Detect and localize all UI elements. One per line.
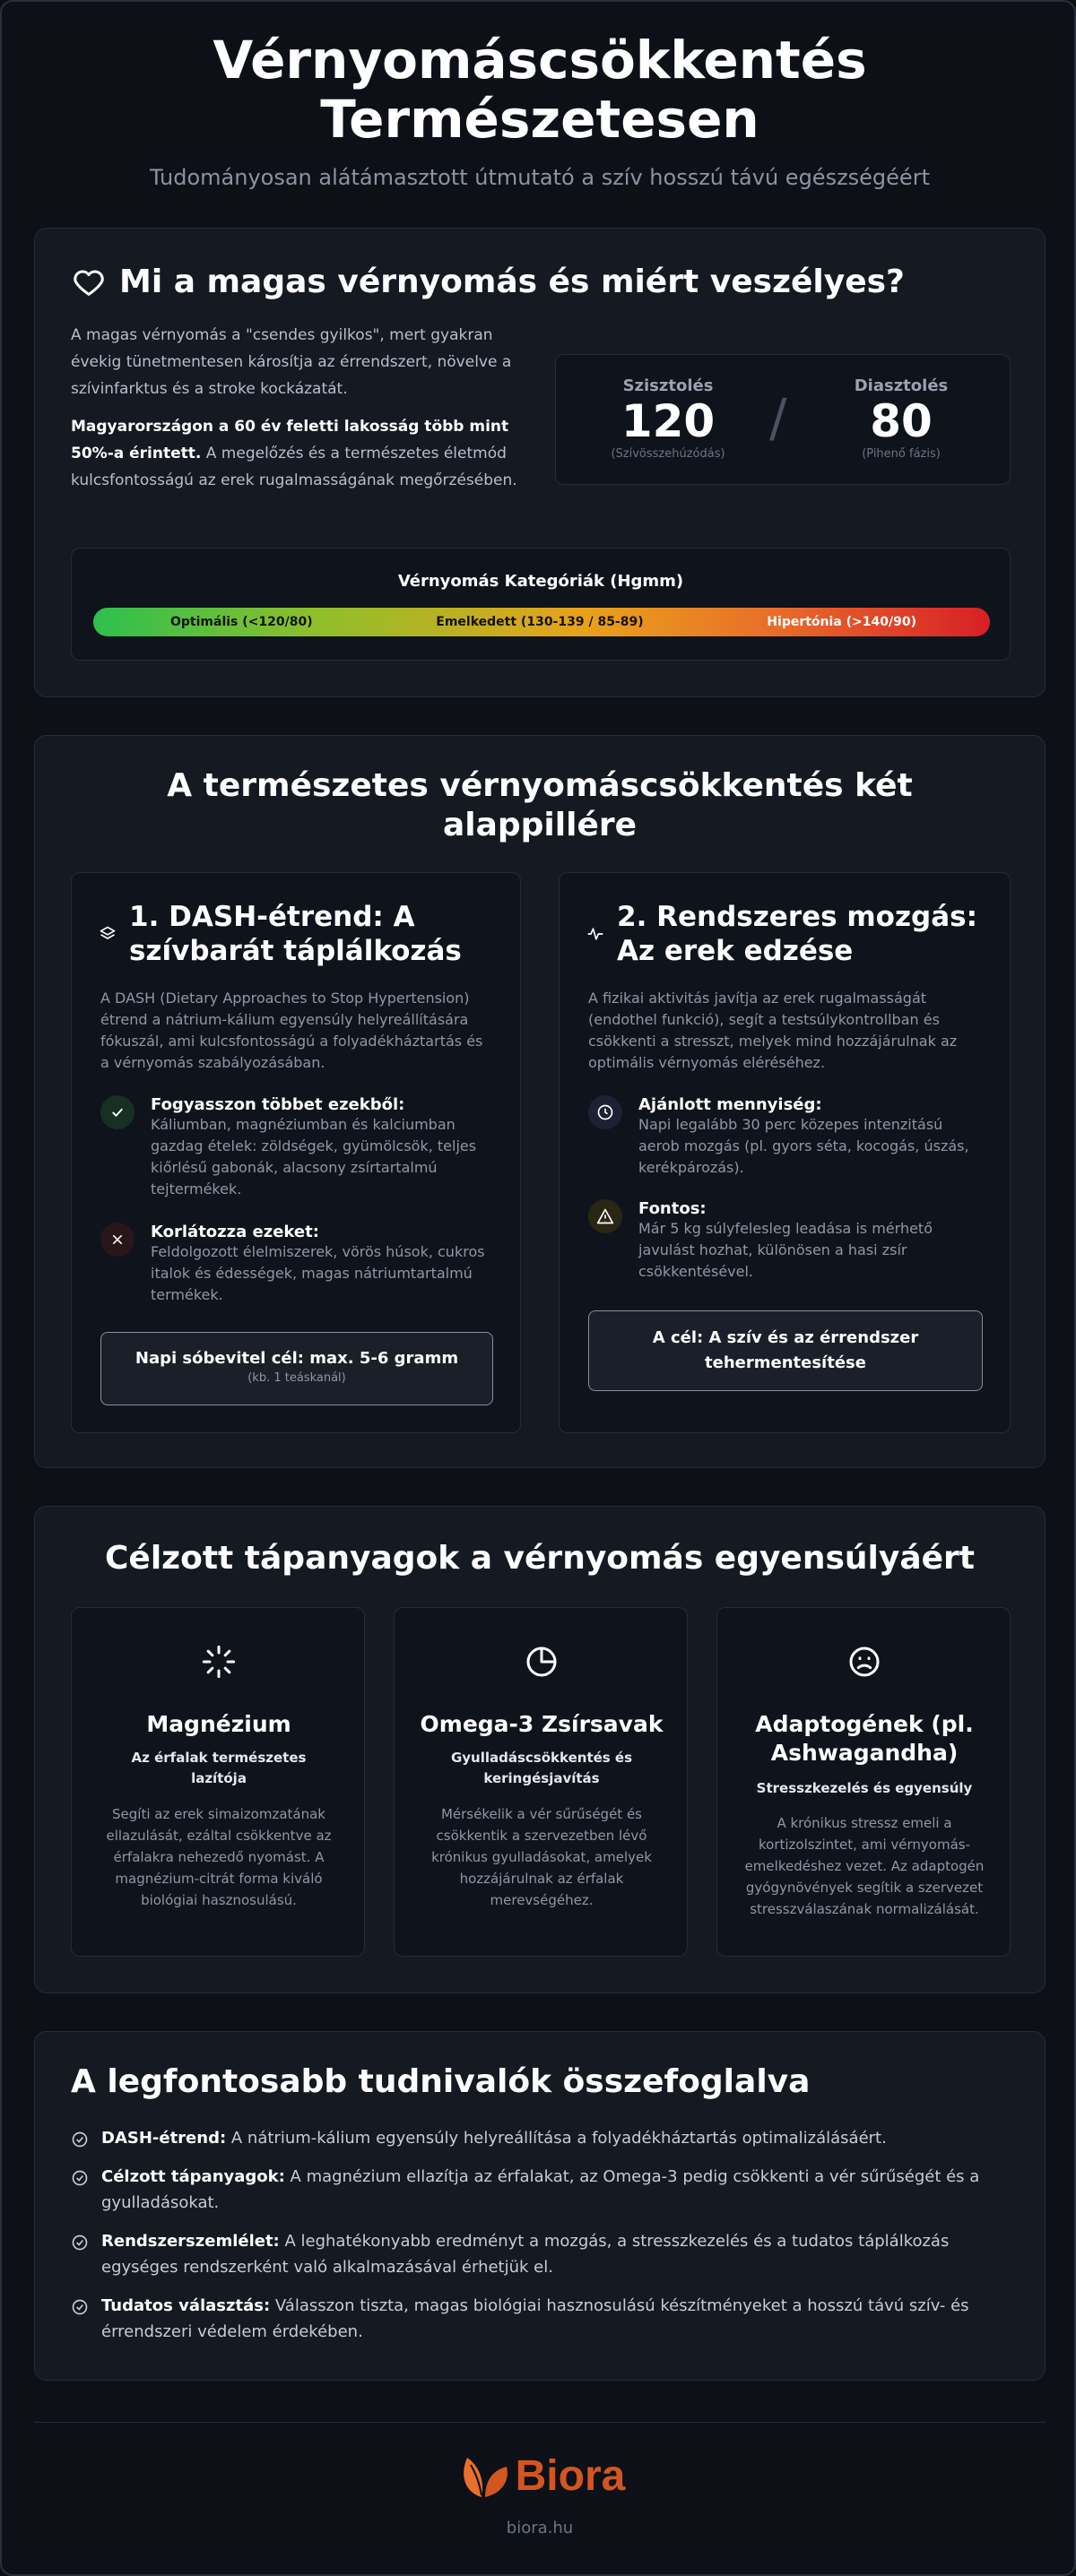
systolic-label: Szisztolés bbox=[622, 376, 714, 395]
brand-logo[interactable] bbox=[455, 2447, 626, 2504]
section-summary bbox=[34, 2031, 1046, 2381]
nutrient-text: A krónikus stressz emeli a kortizolszintet, ami vérnyomás-emelkedéshez vezet. Az adaptogén gyógynövények segítik a szervezet stresszválaszának normalizálását. bbox=[744, 1815, 985, 1917]
list-item bbox=[100, 1095, 495, 1200]
heart-icon bbox=[71, 264, 107, 300]
warning-icon bbox=[588, 1199, 622, 1233]
pillar-intro: A fizikai aktivitás javítja az erek rugalmasságát (endothel funkció), segít a testsúlykontrollban és csökkenti a stresszt, melyek mind hozzájárulnak az optimális vérnyomás eléréséhez. bbox=[588, 990, 958, 1071]
categories-title: Vérnyomás Kategóriák (Hgmm) bbox=[397, 572, 684, 591]
list-item-title: Fontos: bbox=[638, 1199, 707, 1218]
goal-box bbox=[588, 1310, 983, 1391]
nutrient-card-omega3 bbox=[394, 1607, 688, 1957]
nutrient-name: Adaptogének (pl. Ashwagandha) bbox=[755, 1711, 974, 1766]
footer bbox=[2, 2447, 1076, 2537]
footer-divider bbox=[34, 2422, 1046, 2423]
pillar-intro: A DASH (Dietary Approaches to Stop Hypertension) étrend a nátrium-kálium egyensúly helyreállítására fókuszál, ami kulcsfontosságú a folyadékháztartás és a vérnyomás szabályozásában. bbox=[100, 990, 483, 1071]
section-pillars bbox=[34, 735, 1046, 1468]
page-subtitle: Tudományosan alátámasztott útmutató a szív hosszú távú egészségéért bbox=[150, 165, 930, 190]
check-circle-icon bbox=[71, 2234, 89, 2280]
intro-paragraph-2: Magyarországon a 60 év feletti lakosság több mint 50%-a érintett. A megelőzés és a természetes életmód kulcsfontosságú az erek rugalmasságának megőrzésében. bbox=[71, 418, 517, 489]
salt-goal-box bbox=[100, 1332, 493, 1405]
check-circle-icon bbox=[71, 2131, 89, 2151]
list-item bbox=[588, 1199, 983, 1283]
brand-name: Biora bbox=[515, 2451, 626, 2500]
leaf-logo-icon bbox=[455, 2447, 512, 2504]
hero bbox=[2, 30, 1076, 190]
nutrient-card-adaptogens bbox=[716, 1607, 1011, 1957]
pillar-header bbox=[99, 900, 462, 968]
diastolic-value: 80 bbox=[870, 395, 933, 447]
nutrient-text: Segíti az erek simaizomzatának ellazulását, ezáltal csökkentve az érfalakra nehezedő nyomást. A magnézium-citrát forma kiváló biológiai hasznosulású. bbox=[106, 1806, 332, 1908]
pillar-exercise bbox=[559, 872, 1011, 1433]
list-item bbox=[100, 1223, 495, 1306]
frown-icon bbox=[846, 1644, 882, 1680]
nutrient-name: Omega-3 Zsírsavak bbox=[420, 1711, 664, 1737]
pillar-title: 1. DASH-étrend: A szívbarát táplálkozás bbox=[129, 901, 462, 967]
layers-icon bbox=[99, 925, 117, 943]
list-item-title: Fogyasszon többet ezekből: bbox=[151, 1095, 405, 1114]
nutrient-subtitle: Stresszkezelés és egyensúly bbox=[756, 1780, 973, 1796]
page-title: Vérnyomáscsökkentés Természetesen bbox=[213, 30, 867, 150]
check-circle-icon bbox=[71, 2169, 89, 2216]
intro-text bbox=[71, 322, 537, 494]
bp-reading-box bbox=[555, 354, 1011, 485]
salt-goal-note: (kb. 1 teáskanál) bbox=[247, 1371, 346, 1385]
bp-categories-box bbox=[71, 548, 1011, 661]
summary-item: Tudatos választás: Válasszon tiszta, magas biológiai hasznosulású készítményeket a hosszú távú szív- és érrendszeri védelem érdekében. bbox=[71, 2293, 1012, 2345]
pillar-title: 2. Rendszeres mozgás: Az erek edzése bbox=[617, 901, 977, 967]
section-hypertension bbox=[34, 228, 1046, 697]
diastolic-label: Diasztolés bbox=[854, 376, 949, 395]
section-title: A természetes vérnyomáscsökkentés két alappillére bbox=[167, 767, 913, 843]
nutrient-subtitle: Gyulladáscsökkentés és keringésjavítás bbox=[450, 1750, 633, 1786]
pillar-dash-diet bbox=[71, 872, 521, 1433]
list-item-text: Feldolgozott élelmiszerek, vörös húsok, cukros italok és édességek, magas nátriumtartalmú termékek. bbox=[151, 1243, 485, 1303]
diastolic-block bbox=[816, 376, 986, 461]
goal-title: A cél: A szív és az érrendszer tehermentesítése bbox=[652, 1328, 919, 1372]
list-item-title: Korlátozza ezeket: bbox=[151, 1223, 319, 1241]
nutrient-card-magnesium bbox=[71, 1607, 365, 1957]
category-optimal: Optimális (<120/80) bbox=[170, 615, 313, 629]
bp-separator: / bbox=[769, 387, 787, 448]
list-item-title: Ajánlott mennyiség: bbox=[638, 1095, 822, 1114]
list-item bbox=[588, 1095, 983, 1179]
systolic-block bbox=[583, 376, 753, 461]
section-title: A legfontosabb tudnivalók összefoglalva bbox=[71, 2063, 811, 2100]
summary-item: Célzott tápanyagok: A magnézium ellazítja az érfalakat, az Omega-3 pedig csökkenti a vér sűrűségét és a gyulladásokat. bbox=[71, 2164, 1012, 2216]
section-header bbox=[71, 263, 905, 302]
systolic-note: (Szívösszehúzódás) bbox=[611, 447, 725, 461]
section-nutrients bbox=[34, 1506, 1046, 1993]
x-icon bbox=[100, 1223, 134, 1257]
loader-icon bbox=[201, 1644, 237, 1680]
check-circle-icon bbox=[71, 2298, 89, 2345]
section-title: Mi a magas vérnyomás és miért veszélyes? bbox=[119, 264, 905, 300]
category-hypertension: Hipertónia (>140/90) bbox=[767, 615, 916, 629]
salt-goal-title: Napi sóbevitel cél: max. 5-6 gramm bbox=[134, 1349, 459, 1368]
check-icon bbox=[100, 1095, 134, 1129]
category-elevated: Emelkedett (130-139 / 85-89) bbox=[436, 615, 644, 629]
clock-icon bbox=[588, 1095, 622, 1129]
pillar-header bbox=[586, 900, 977, 968]
pie-chart-icon bbox=[524, 1644, 560, 1680]
nutrient-subtitle: Az érfalak természetes lazítója bbox=[131, 1750, 307, 1786]
nutrient-name: Magnézium bbox=[146, 1711, 291, 1737]
diastolic-note: (Pihenő fázis) bbox=[862, 447, 941, 461]
section-title: Célzott tápanyagok a vérnyomás egyensúlyáért bbox=[104, 1540, 976, 1577]
activity-icon bbox=[586, 925, 604, 943]
systolic-value: 120 bbox=[620, 395, 716, 447]
intro-paragraph-1: A magas vérnyomás a "csendes gyilkos", mert gyakran évekig tünetmentesen károsítja az érrendszert, növelve a szívinfarktus és a stroke kockázatát. bbox=[71, 326, 512, 398]
bp-category-bar bbox=[93, 608, 990, 636]
nutrient-text: Mérsékelik a vér sűrűségét és csökkentik a szervezetben lévő krónikus gyulladásokat, amelyek hozzájárulnak az érfalak merevségéhez. bbox=[431, 1806, 652, 1908]
list-item-text: Káliumban, magnéziumban és kalciumban gazdag ételek: zöldségek, gyümölcsök, teljes kiőrlésű gabonák, alacsony zsírtartalmú tejtermékek. bbox=[151, 1116, 477, 1197]
list-item-text: Napi legalább 30 perc közepes intenzitású aerob mozgás (pl. gyors séta, kocogás, úszás, kerékpározás). bbox=[638, 1116, 969, 1176]
summary-item: Rendszerszemlélet: A leghatékonyabb eredményt a mozgás, a stresszkezelés és a tudatos táplálkozás egységes rendszerként való alkalmazásával érhetjük el. bbox=[71, 2228, 1012, 2280]
summary-list bbox=[71, 2125, 1012, 2345]
footer-url[interactable]: biora.hu bbox=[506, 2519, 574, 2537]
list-item-text: Már 5 kg súlyfelesleg leadása is mérhető javulást hozhat, különösen a hasi zsír csökkentésével. bbox=[638, 1220, 933, 1280]
summary-item: DASH-étrend: A nátrium-kálium egyensúly helyreállítása a folyadékháztartás optimalizálásáért. bbox=[71, 2125, 1012, 2151]
